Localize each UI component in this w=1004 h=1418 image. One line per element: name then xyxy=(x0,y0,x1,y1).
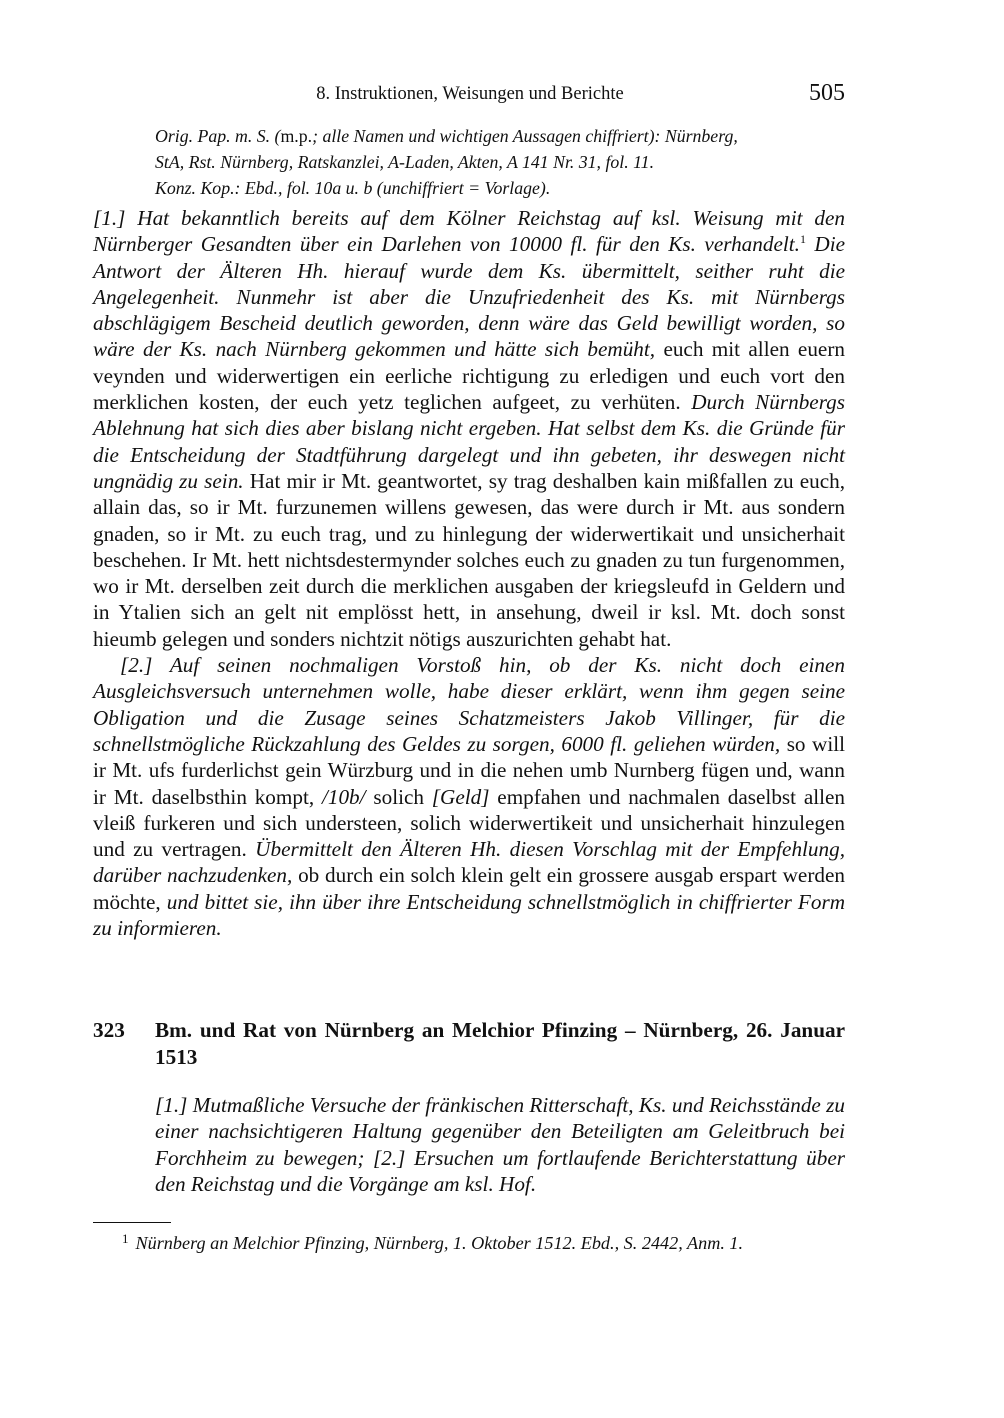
document-title: Bm. und Rat von Nürnberg an Melchior Pfinzing – Nürnberg, 26. Januar 1513 xyxy=(155,1018,845,1069)
document-body xyxy=(93,205,845,941)
source-note xyxy=(155,123,847,201)
footnote-rule xyxy=(93,1222,171,1223)
footnote-mark: 1 xyxy=(122,1231,129,1246)
source-note-line-2: StA, Rst. Nürnberg, Ratskanzlei, A-Laden, Akten, A 141 Nr. 31, fol. 11. xyxy=(155,152,655,172)
paragraph-1: [1.] Hat bekanntlich bereits auf dem Kölner Reichstag auf ksl. Weisung mit den Nürnberger Gesandten über ein Darlehen von 10000 fl. für den Ks. verhandelt.$^1$ Die Antwort der Älteren Hh. hierauf wurde dem Ks. übermittelt, seither ruht die Angelegenheit. Nunmehr ist aber die Unzufriedenheit des Ks. mit Nürnbergs abschlägigem Bescheid deutlich geworden, denn wäre das Geld bewilligt worden, so wäre der Ks. nach Nürnberg gekommen und hätte sich bemüht, euch mit allen euern veynden und widerwertigen ein eerliche richtigung zu erledigen und euch vort den merklichen kosten, der euch yetz teglichen aufgeet, zu verhüten. Durch Nürnbergs Ablehnung hat sich dies aber bislang nicht ergeben. Hat selbst dem Ks. die Gründe für die Entscheidung der Stadtführung dargelegt und ihn gebeten, ihr deswegen nicht ungnädig zu sein. Hat mir ir Mt. geantwortet, sy trag deshalben kain mißfallen zu euch, allain das, so ir Mt. furzunemen willens gewesen, das were durch ir Mt. aus sondern gnaden, so ir Mt. zu euch trag, und zu hinlegung der widerwertikait und unsicherhait beschehen. Ir Mt. hett nichtsdestermynder solches euch zu gnaden zu tun furgenommen, wo ir Mt. derselben zeit durch die merklichen ausgaben der kriegsleufd in Geldern und in Ytalien sich an gelt nit emplösst hett, in ansehung, dweil ir ksl. Mt. doch sonst hieumb gelegen und sonders nichtzit nötigs auszurichten gehabt hat. xyxy=(93,206,846,651)
running-head xyxy=(95,80,845,110)
paragraph-2: [2.] Auf seinen nochmaligen Vorstoß hin, ob der Ks. nicht doch einen Ausgleichsversuch unternehmen wolle, habe dieser erklärt, wenn ihm gegen seine Obligation und die Zusage seines Schatzmeisters Jakob Villinger, für die schnellstmögliche Rückzahlung des Geldes zu sorgen, 6000 fl. geliehen würden, so will ir Mt. ufs furderlichst gein Würzburg und in die nehen umb Nurnberg fügen und, wann ir Mt. daselbsthin kompt, /10b/ solich [Geld] empfahen und nachmalen daselbst allen vleiß furkeren und sich understeen, solich widerwertikeit und unsicherhait hinzulegen und zu vertragen. Übermittelt den Älteren Hh. diesen Vorschlag mit der Empfehlung, darüber nachzudenken, ob durch ein solch klein gelt ein grossere ausgab erspart werden möchte, und bittet sie, ihn über ihre Entscheidung schnellstmöglich in chiffrierter Form zu informieren. xyxy=(93,653,846,941)
source-note-line-1: Orig. Pap. m. S. (m.p.; alle Namen und wichtigen Aussagen chiffriert): Nürnberg, xyxy=(155,126,738,146)
footnote-ref[interactable]: 1 xyxy=(799,232,806,247)
source-note-line-3: Konz. Kop.: Ebd., fol. 10a u. b (unchiffriert = Vorlage). xyxy=(155,178,551,198)
footnote xyxy=(122,1226,845,1256)
page-number: 505 xyxy=(809,80,845,106)
document-number: 323 xyxy=(93,1018,125,1042)
document-summary: [1.] Mutmaßliche Versuche der fränkischen Ritterschaft, Ks. und Reichsstände zu einer nachsichtigeren Haltung gegenüber den Beteiligten am Geleitbruch bei Forchheim zu bewegen; [2.] Ersuchen um fortlaufende Berichterstattung über den Reichstag und die Vorgänge am ksl. Hof. xyxy=(155,1093,845,1196)
running-title: 8. Instruktionen, Weisungen und Berichte xyxy=(316,84,624,104)
footnote-text: Nürnberg an Melchior Pfinzing, Nürnberg, 1. Oktober 1512. Ebd., S. 2442, Anm. 1. xyxy=(135,1233,744,1253)
folio-marker: /10b/ xyxy=(321,784,366,809)
editorial-insertion: [Geld] xyxy=(431,784,490,809)
